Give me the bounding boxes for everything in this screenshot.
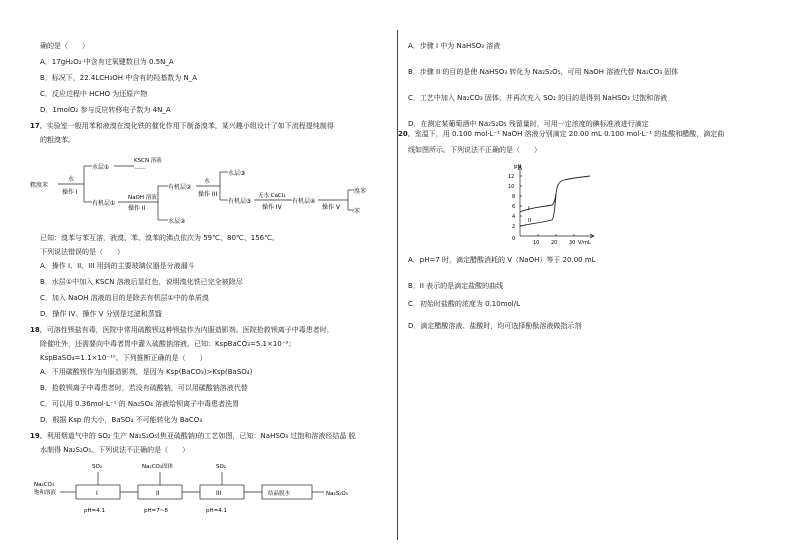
- q19-step3: III: [216, 490, 222, 497]
- xtick-20: 20: [551, 240, 558, 246]
- q18-option-a: A．不用碳酸钡作为内服造影剂，是因为 Ksp(BaCO₃)>Ksp(BaSO₄): [40, 368, 253, 376]
- ytick-4: 4: [512, 214, 516, 220]
- q20-number: 20．室温下，用 0.100 mol·L⁻¹ NaOH 溶液分别滴定 20.00 mL 0.100 mol·L⁻¹ 的盐酸和醋酸，滴定曲: [398, 130, 725, 138]
- q19-so2-a: SO₂: [92, 464, 103, 470]
- q19-stem-line1: 利用烟道气中的 SO₂ 生产 Na₂S₂O₅(焦亚硫酸钠)的工艺如图，已知：NaHSO₃ 过饱和溶液经结晶 脱: [46, 432, 356, 440]
- q18-number: 18．可溶性钡盐有毒，医院中常用硫酸钡这种钡盐作为内服造影剂。医院抢救钡离子中毒患者时，: [30, 326, 334, 334]
- xtick-10: 10: [533, 240, 540, 246]
- q16-option-c: C．反应过程中 HCHO 为还原产物: [40, 90, 148, 98]
- q19-step2: II: [156, 490, 160, 497]
- q20-stem-line2: 线如图所示。下列说法不正确的是（ ）: [408, 146, 541, 154]
- step2-box: [138, 485, 182, 499]
- flow-op1: 操作 I: [62, 189, 78, 196]
- q17-option-b: B．水层①中加入 KSCN 溶液后显红色，说明溴化铁已完全被除尽: [40, 278, 243, 286]
- flow-benzene: 苯: [354, 208, 361, 215]
- q20-option-a: A．pH=7 时，滴定醋酸消耗的 V（NaOH）等于 20.00 mL: [408, 256, 596, 264]
- q19-option-a: A．步骤 I 中为 NaHSO₃ 溶液: [408, 42, 501, 50]
- graph-ylabel: pH: [514, 164, 522, 170]
- flow-aqueous2: 水层②: [168, 218, 186, 225]
- q17-option-a: A．操作 I、II、III 用到的主要玻璃仪器是分液漏斗: [40, 262, 195, 270]
- ytick-12: 12: [508, 174, 515, 180]
- crude-bromobenzene: 粗溴苯: [30, 182, 49, 189]
- flow-water-2: 水: [204, 178, 211, 185]
- q19-feed2: 饱和溶液: [34, 490, 57, 496]
- q17-flow-diagram: [30, 150, 385, 230]
- column-divider: [397, 30, 398, 540]
- q20-option-c: C．初始时盐酸的浓度为 0.10mol/L: [408, 300, 521, 308]
- q18-stem-line3: KspBaSO₄=1.1×10⁻¹⁰。下列推断正确的是（ ）: [40, 354, 207, 362]
- flow-kscn: KSCN 溶液: [134, 158, 162, 164]
- q19-na2co3-solid: Na₂CO₃固体: [142, 464, 174, 470]
- q20-option-b: B．II 表示的是滴定盐酸的曲线: [408, 282, 504, 290]
- q17-known: 已知：溴苯与苯互溶，液溴、苯、溴苯的沸点依次为 59℃、80℃、156℃。: [40, 234, 279, 242]
- ytick-10: 10: [508, 184, 515, 190]
- q18-option-d: D．根据 Ksp 的大小，BaSO₄ 不可能转化为 BaCO₃: [40, 416, 203, 424]
- q18-stem-line1: 可溶性钡盐有毒，医院中常用硫酸钡这种钡盐作为内服造影剂。医院抢救钡离子中毒患者时，: [46, 326, 334, 334]
- flow-org4: 有机层④: [292, 198, 316, 205]
- q19-feed1: Na₂CO₃: [34, 482, 55, 488]
- graph-xunit: V/mL: [578, 240, 591, 246]
- ytick-0: 0: [512, 236, 516, 242]
- ytick-8: 8: [512, 194, 516, 200]
- flow-org3: 有机层③: [228, 198, 252, 205]
- flow-op5: 操作 V: [322, 204, 341, 211]
- q17-ask: 下列说法错误的是（ ）: [40, 248, 124, 256]
- q20-titration-graph: [498, 160, 618, 250]
- q17-stem-line2: 的粗溴苯。: [40, 136, 75, 144]
- flow-bromobenzene: 溴苯: [354, 188, 367, 195]
- q19-option-c: C．工艺中加入 Na₂CO₃ 固体、并再次充入 SO₂ 的目的是得到 NaHSO₃ 过饱和溶液: [408, 94, 668, 102]
- q17-number: 17．实验室一般用苯和液溴在溴化铁的催化作用下制备溴苯，某兴趣小组设计了如下流程提纯制得: [30, 122, 334, 130]
- q19-option-d: D．在测定某葡萄酒中 Na₂S₂O₅ 残留量时，可用一定浓度的碘标准液进行滴定: [408, 120, 649, 128]
- q18-option-b: B．抢救钡离子中毒患者时，若没有硫酸钠，可以用碳酸钠溶液代替: [40, 384, 248, 392]
- q18-option-c: C．可以用 0.36mol·L⁻¹ 的 Na₂SO₄ 溶液给钡离子中毒患者洗胃: [40, 400, 240, 408]
- flow-op3: 操作 III: [198, 191, 218, 198]
- step3-box: [200, 485, 244, 499]
- flow-org1: 有机层①: [92, 200, 116, 207]
- curve-label-I: I: [528, 206, 530, 212]
- flow-naoh: NaOH 溶液: [128, 195, 157, 201]
- q16-option-d: D．1molO₂ 参与反应转移电子数为 4N_A: [40, 106, 171, 114]
- flow-op4: 操作 IV: [262, 204, 282, 211]
- curve-label-II: II: [528, 218, 532, 224]
- q19-step1: I: [96, 490, 98, 497]
- q19-ph3: pH=4.1: [206, 508, 227, 514]
- q16-stem-tail: 确的是（ ）: [40, 42, 89, 50]
- step1-box: [76, 485, 120, 499]
- q19-number: 19．利用烟道气中的 SO₂ 生产 Na₂S₂O₅(焦亚硫酸钠)的工艺如图，已知：NaHSO₃ 过饱和溶液经结晶 脱: [30, 432, 356, 440]
- flow-org2: 有机层②: [168, 184, 192, 191]
- q20-stem-line1: 室温下，用 0.100 mol·L⁻¹ NaOH 溶液分别滴定 20.00 mL 0.100 mol·L⁻¹ 的盐酸和醋酸，滴定曲: [414, 130, 725, 138]
- q19-crystal: 结晶脱水: [268, 491, 291, 497]
- q19-flow-diagram: [32, 458, 382, 528]
- q16-option-b: B．标况下，22.4LCH₃OH 中含有的羟基数为 N_A: [40, 74, 197, 82]
- q18-stem-line2: 除催吐外，还需要向中毒者胃中灌入硫酸钠溶液。已知：KspBaCO₃=5.1×10⁻⁹；: [40, 340, 296, 348]
- flow-aqueous3: 水层③: [228, 170, 246, 177]
- flow-op2: 操作 II: [128, 205, 146, 212]
- q17-option-c: C．加入 NaOH 溶液的目的是除去有机层①中的单质溴: [40, 294, 209, 302]
- xtick-30: 30: [569, 240, 576, 246]
- q20-option-d: D．滴定醋酸溶液、盐酸时，均可选择酚酞溶液做指示剂: [408, 322, 582, 330]
- q19-ph2: pH=7~8: [144, 508, 168, 514]
- flow-cacl2: 无水 CaCl₂: [258, 193, 286, 199]
- q19-ph1: pH=4.1: [84, 508, 105, 514]
- q16-option-a: A．17gH₂O₂ 中含有过氧键数目为 0.5N_A: [40, 58, 174, 66]
- q19-product: Na₂S₂O₅: [326, 491, 348, 497]
- ytick-6: 6: [512, 204, 516, 210]
- ytick-2: 2: [512, 224, 516, 230]
- q19-option-b: B．步骤 II 的目的是使 NaHSO₃ 转化为 Na₂S₂O₅，可用 NaOH 溶液代替 Na₂CO₃ 固体: [408, 68, 679, 76]
- flow-water-1: 水: [68, 176, 75, 183]
- q17-option-d: D．操作 IV、操作 V 分别是过滤和蒸馏: [40, 310, 162, 318]
- q17-stem-line1: 实验室一般用苯和液溴在溴化铁的催化作用下制备溴苯，某兴趣小组设计了如下流程提纯制得: [46, 122, 334, 130]
- q19-stem-line2: 水制得 Na₂S₂O₅。下列说法不正确的是（ ）: [40, 446, 190, 454]
- flow-aqueous1: 水层①: [92, 164, 110, 171]
- q19-so2-b: SO₂: [216, 464, 227, 470]
- flow-dots: ……: [134, 164, 146, 171]
